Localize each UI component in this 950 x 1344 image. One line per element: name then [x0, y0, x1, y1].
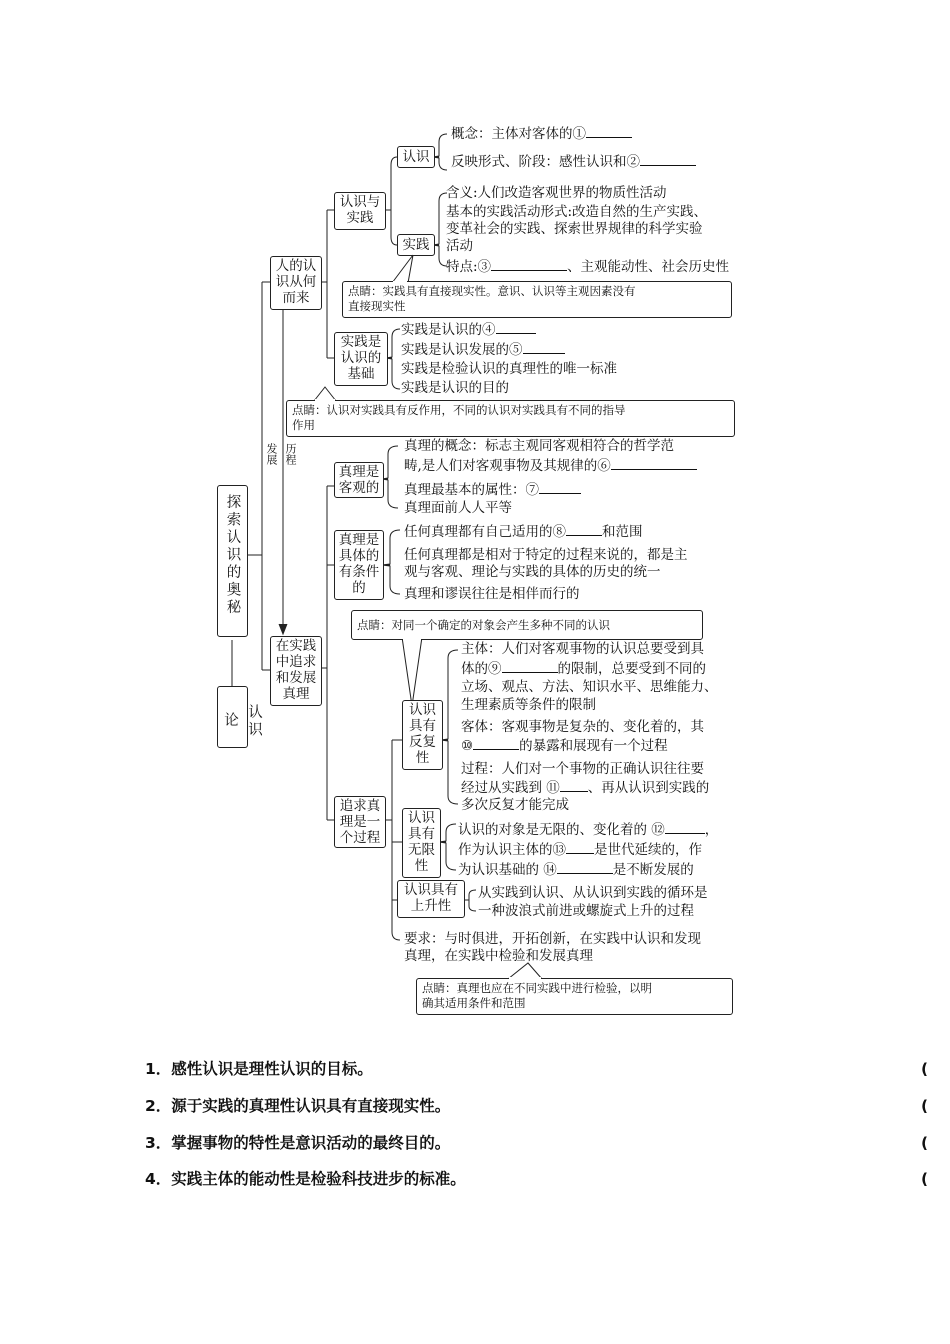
t2-item-1: 任何真理都有自己适用的⑧ 和范围: [404, 524, 643, 540]
fanfu-process-3: 多次反复才能完成: [461, 797, 569, 813]
root-tag-label: 认识论: [222, 703, 262, 739]
root-title: 探索认识的奥秘: [224, 494, 241, 617]
fanfu-subject-1: 主体：人们对客观事物的认识总要受到具: [461, 641, 704, 657]
fanfu-title: 认识具有反复性: [409, 702, 436, 766]
t1-concept-2: 畴,是人们对客观事物及其规律的⑥: [404, 456, 697, 476]
shangsheng-title: 认识具有上升性: [404, 882, 458, 914]
t1-equal: 真理面前人人平等: [404, 500, 512, 516]
question-3: 3．掌握事物的特性是意识活动的最终目的。: [145, 1134, 451, 1152]
wuxian-3: 为认识基础的 ⑭ 是不断发展的: [458, 862, 694, 878]
t1-concept-1: 真理的概念：标志主观同客观相符合的哲学范: [404, 438, 674, 454]
question-1: 1．感性认识是理性认识的目标。: [145, 1060, 373, 1078]
shijian-title: 实践: [402, 237, 430, 253]
question-4-paren[interactable]: (: [921, 1170, 929, 1188]
fanfu-subject-2: 体的⑨ 的限制，总要受到不同的: [461, 661, 706, 677]
question-2-paren[interactable]: (: [921, 1097, 929, 1115]
question-2: 2．源于实践的真理性认识具有直接现实性。: [145, 1097, 451, 1115]
sub2-title: 实践是认识的基础: [340, 334, 382, 382]
note-base-line1: 点睛：认识对实践具有反作用，不同的认识对实践具有不同的指导: [292, 403, 626, 417]
sub1-title: 认识与实践: [339, 194, 381, 226]
t2-item-2b: 观与客观、理论与实践的具体的历史的统一: [404, 564, 661, 580]
wuxian-title: 认识具有无限性: [408, 810, 435, 874]
sub2-item-3: 实践是检验认识的真理性的唯一标准: [401, 361, 617, 377]
question-4: 4．实践主体的能动性是检验科技进步的标准。: [145, 1170, 466, 1188]
sub2-item-2: 实践是认识发展的⑤: [401, 340, 565, 360]
note-shijian-line1: 点睛：实践具有直接现实性。意识、认识等主观因素没有: [348, 284, 636, 298]
branch1-title: 人的认识从何而来: [275, 258, 317, 306]
req-1: 要求：与时俱进，开拓创新，在实践中认识和发现: [404, 931, 701, 947]
branch2-title: 在实践中追求和发展真理: [275, 638, 317, 702]
sub2-item-4: 实践是认识的目的: [401, 380, 509, 396]
t1-attr: 真理最基本的属性：⑦: [404, 480, 581, 500]
renshi-forms: 反映形式、阶段：感性认识和②: [451, 152, 696, 172]
shijian-meaning: 含义:人们改造客观世界的物质性活动: [446, 185, 667, 201]
note-base-line2: 作用: [292, 418, 315, 432]
shangsheng-2: 一种波浪式前进或螺旋式上升的过程: [478, 903, 694, 919]
question-1-paren[interactable]: (: [921, 1060, 929, 1078]
fanfu-process-2: 经过从实践到 ⑪ 、再从认识到实践的: [461, 780, 710, 796]
fanfu-process-1: 过程：人们对一个事物的正确认识往往要: [461, 761, 704, 777]
t2-item-2a: 任何真理都是相对于特定的过程来说的，都是主: [404, 547, 688, 563]
renshi-concept: 概念：主体对客体的①: [451, 124, 632, 144]
t1-title: 真理是客观的: [338, 464, 380, 496]
question-3-paren[interactable]: (: [921, 1134, 929, 1152]
req-2: 真理，在实践中检验和发展真理: [404, 948, 593, 964]
shijian-forms-1: 基本的实践活动形式:改造自然的生产实践、: [446, 204, 708, 220]
shijian-forms-2: 变革社会的实践、探索世界规律的科学实验: [446, 221, 703, 237]
shangsheng-1: 从实践到认识、从认识到实践的循环是: [478, 885, 708, 901]
sub2-item-1: 实践是认识的④: [401, 320, 536, 340]
t3-title: 追求真理是一个过程: [339, 798, 381, 846]
note-end-line2: 确其适用条件和范围: [422, 996, 526, 1010]
wuxian-2: 作为认识主体的⑬ 是世代延续的，作: [458, 842, 702, 858]
fanfu-object-1: 客体：客观事物是复杂的、变化着的，其: [461, 719, 704, 735]
edge-label-a: 发展: [265, 443, 278, 465]
note-end-line1: 点睛：真理也应在不同实践中进行检验，以明: [422, 981, 652, 995]
shijian-features: 特点:③ 、主观能动性、社会历史性: [446, 259, 730, 275]
t2-item-3: 真理和谬误往往是相伴而行的: [404, 586, 580, 602]
edge-label-b: 历程: [284, 443, 297, 465]
fanfu-subject-3: 立场、观点、方法、知识水平、思维能力、: [461, 679, 718, 695]
fanfu-object-2: ⑩ 的暴露和展现有一个过程: [461, 738, 668, 754]
shijian-forms-3: 活动: [446, 238, 473, 254]
t2-title: 真理是具体的有条件的: [338, 532, 380, 596]
wuxian-1: 认识的对象是无限的、变化着的 ⑫ ，: [458, 822, 719, 838]
note-mid-text: 点睛：对同一个确定的对象会产生多种不同的认识: [357, 618, 610, 632]
fanfu-subject-4: 生理素质等条件的限制: [461, 697, 596, 713]
renshi-title: 认识: [402, 149, 430, 165]
note-shijian-line2: 直接现实性: [348, 299, 406, 313]
